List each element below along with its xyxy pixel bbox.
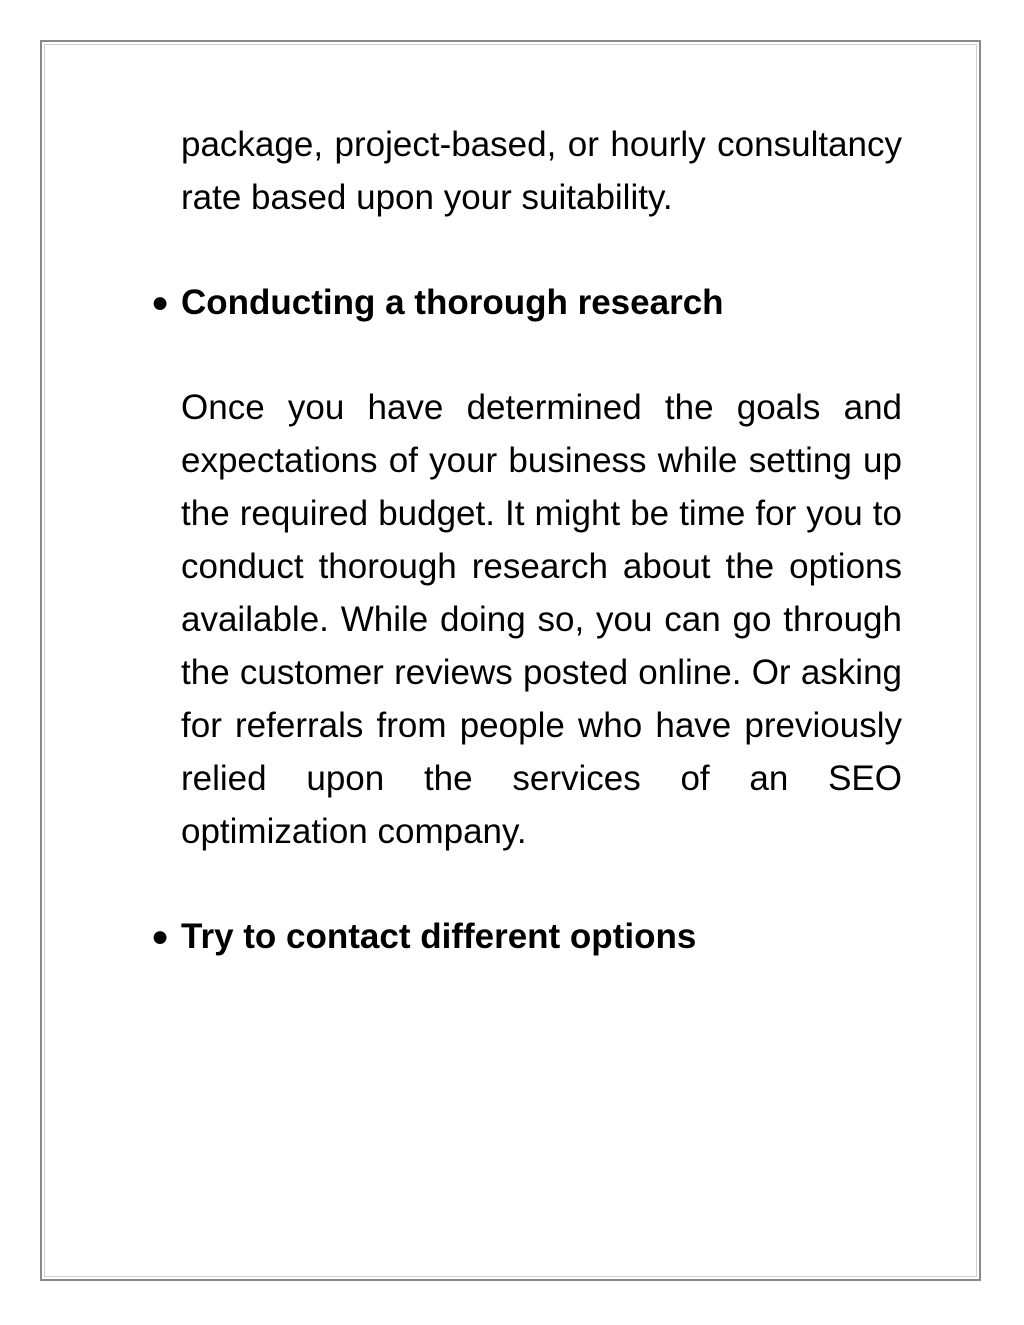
bullet-icon: ● xyxy=(151,920,170,953)
document-body xyxy=(151,118,902,963)
section-heading-text: Try to contact different options xyxy=(181,917,697,956)
research-paragraph: Once you have determined the goals and expectations of your business while setting up the required budget. It might be time for you to conduct thorough research about the options available. While doing so, you can go through the customer reviews posted online. Or asking for referrals from people who have previously relied upon the services of an SEO optimization company. xyxy=(181,388,902,851)
section-heading-research xyxy=(151,276,902,329)
section-heading-text: Conducting a thorough research xyxy=(181,283,724,322)
bullet-icon: ● xyxy=(151,286,170,319)
section-heading-contact xyxy=(151,910,902,963)
intro-paragraph: package, project-based, or hourly consultancy rate based upon your suitability. xyxy=(181,125,902,217)
